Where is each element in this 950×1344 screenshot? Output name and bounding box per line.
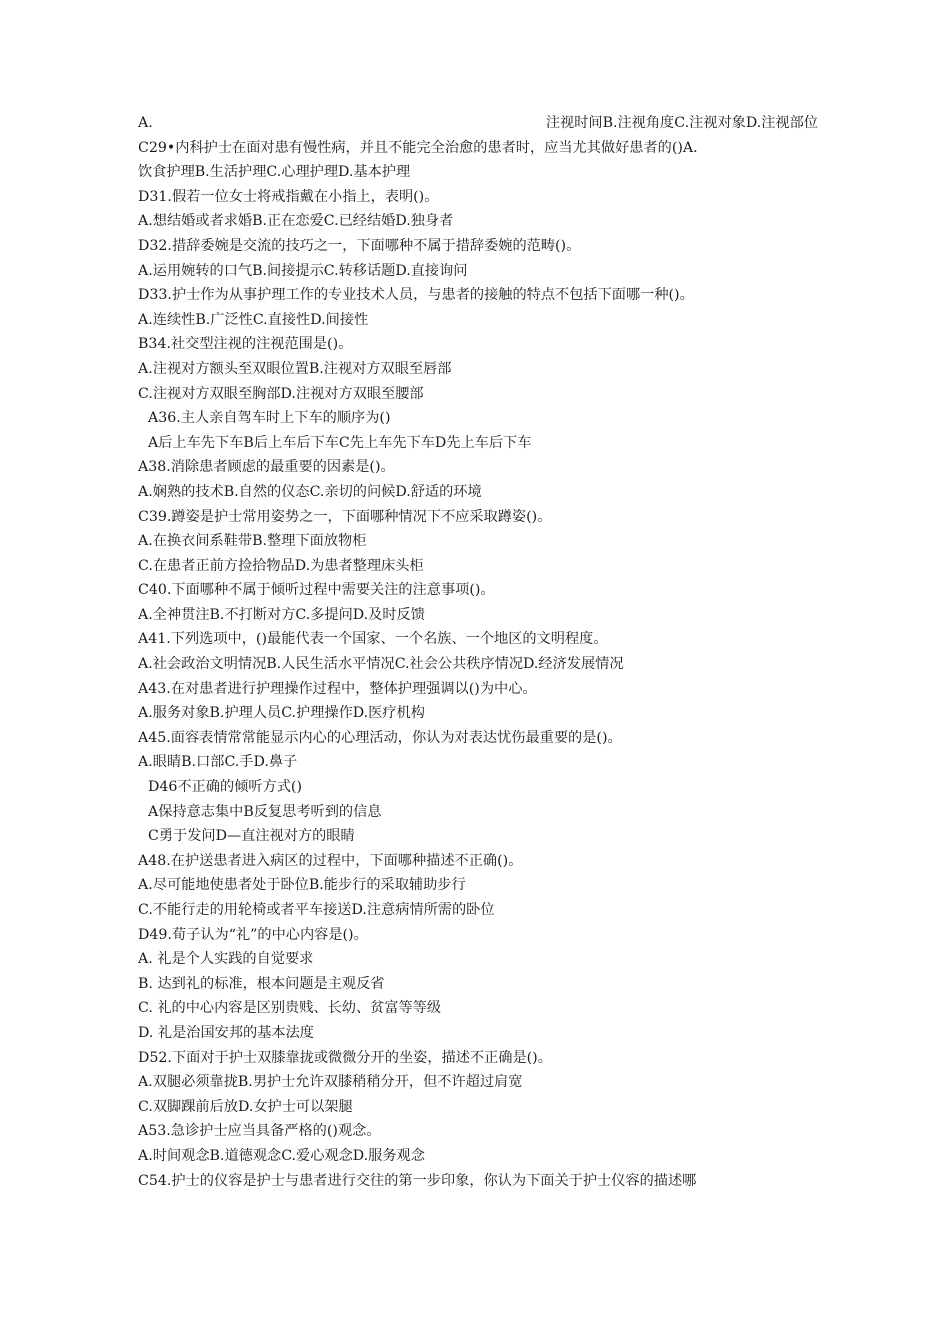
first-line-left: A. — [138, 115, 153, 131]
text-line: B. 达到礼的标准，根本问题是主观反省 — [138, 975, 385, 992]
text-line: D46不正确的倾听方式() — [148, 779, 302, 796]
text-line: A.服务对象B.护理人员C.护理操作D.医疗机构 — [138, 705, 425, 722]
text-line: C. 礼的中心内容是区别贵贱、长幼、贫富等等级 — [138, 1000, 442, 1017]
text-line: A.注视对方额头至双眼位置B.注视对方双眼至唇部 — [138, 360, 452, 377]
text-line: A.连续性B.广泛性C.直接性D.间接性 — [138, 311, 369, 328]
text-line: C54.护士的仪容是护士与患者进行交往的第一步印象，你认为下面关于护士仪容的描述哪 — [138, 1172, 697, 1189]
text-line: A.运用婉转的口气B.间接提示C.转移话题D.直接询问 — [138, 262, 468, 279]
text-line: A保持意志集中B反复思考听到的信息 — [148, 803, 382, 820]
text-line: C.在患者正前方捡拾物品D.为患者整理床头柜 — [138, 557, 424, 574]
text-line: A.时间观念B.道德观念C.爱心观念D.服务观念 — [138, 1147, 425, 1164]
document-body — [138, 111, 818, 1193]
text-line: A36.主人亲自驾车时上下车的顺序为() — [148, 410, 391, 427]
text-line: D31.假若一位女士将戒指戴在小指上，表明()。 — [138, 188, 439, 205]
text-line: C39.蹲姿是护士常用姿势之一，下面哪种情况下不应采取蹲姿()。 — [138, 508, 552, 525]
text-line: C.双脚踝前后放D.女护士可以架腿 — [138, 1098, 353, 1115]
text-line: A45.面容表情常常能显示内心的心理活动，你认为对表达忧伤最重要的是()。 — [138, 729, 622, 746]
text-line: B34.社交型注视的注视范围是()。 — [138, 336, 353, 353]
text-line: C40.下面哪种不属于倾听过程中需要关注的注意事项()。 — [138, 582, 495, 599]
text-line: A. 礼是个人实践的自觉要求 — [138, 951, 314, 968]
text-line: C勇于发问D—直注视对方的眼睛 — [148, 828, 355, 845]
text-line: A.尽可能地使患者处于卧位B.能步行的采取辅助步行 — [138, 877, 466, 894]
text-line: A43.在对患者进行护理操作过程中，整体护理强调以()为中心。 — [138, 680, 537, 697]
text-line: C.不能行走的用轮椅或者平车接送D.注意病情所需的卧位 — [138, 902, 495, 918]
text-line: D49.荀子认为“礼”的中心内容是()。 — [138, 926, 368, 943]
text-line: A.全神贯注B.不打断对方C.多提问D.及时反馈 — [138, 606, 425, 623]
text-line: 饮食护理B.生活护理C.心理护理D.基本护理 — [138, 164, 411, 181]
text-line: A.眼睛B.口部C.手D.鼻子 — [138, 754, 298, 771]
first-line — [138, 111, 818, 136]
text-line: A.想结婚或者求婚B.正在恋爱C.已经结婚D.独身者 — [138, 213, 454, 230]
text-line: C29•内科护士在面对患有慢性病，并且不能完全治愈的患者时，应当尤其做好患者的()A. — [138, 139, 698, 156]
text-line: A53.急诊护士应当具备严格的()观念。 — [138, 1123, 381, 1140]
text-line: A.社会政治文明情况B.人民生活水平情况C.社会公共秩序情况D.经济发展情况 — [138, 656, 624, 673]
text-line: D. 礼是治国安邦的基本法度 — [138, 1024, 314, 1041]
text-line: A48.在护送患者进入病区的过程中，下面哪种描述不正确()。 — [138, 852, 523, 869]
text-line: A.娴熟的技术B.自然的仪态C.亲切的问候D.舒适的环境 — [138, 483, 482, 500]
text-line: C.注视对方双眼至胸部D.注视对方双眼至腰部 — [138, 385, 424, 402]
text-line: D32.措辞委婉是交流的技巧之一，下面哪种不属于措辞委婉的范畴()。 — [138, 237, 581, 254]
text-line: D33.护士作为从事护理工作的专业技术人员，与患者的接触的特点不包括下面哪一种()。 — [138, 287, 694, 304]
text-line: A.在换衣间系鞋带B.整理下面放物柜 — [138, 533, 367, 550]
first-line-right: 注视时间B.注视角度C.注视对象D.注视部位 — [545, 115, 818, 131]
text-line: A后上车先下车B后上车后下车C先上车先下车D先上车后下车 — [148, 434, 532, 451]
text-line: A38.消除患者顾虑的最重要的因素是()。 — [138, 459, 395, 476]
text-line: A41.下列选项中，()最能代表一个国家、一个名族、一个地区的文明程度。 — [138, 631, 608, 648]
text-line: D52.下面对于护士双膝靠拢或微微分开的坐姿，描述不正确是()。 — [138, 1049, 552, 1066]
text-line: A.双腿必须靠拢B.男护士允许双膝稍稍分开，但不许超过肩宽 — [138, 1074, 523, 1091]
